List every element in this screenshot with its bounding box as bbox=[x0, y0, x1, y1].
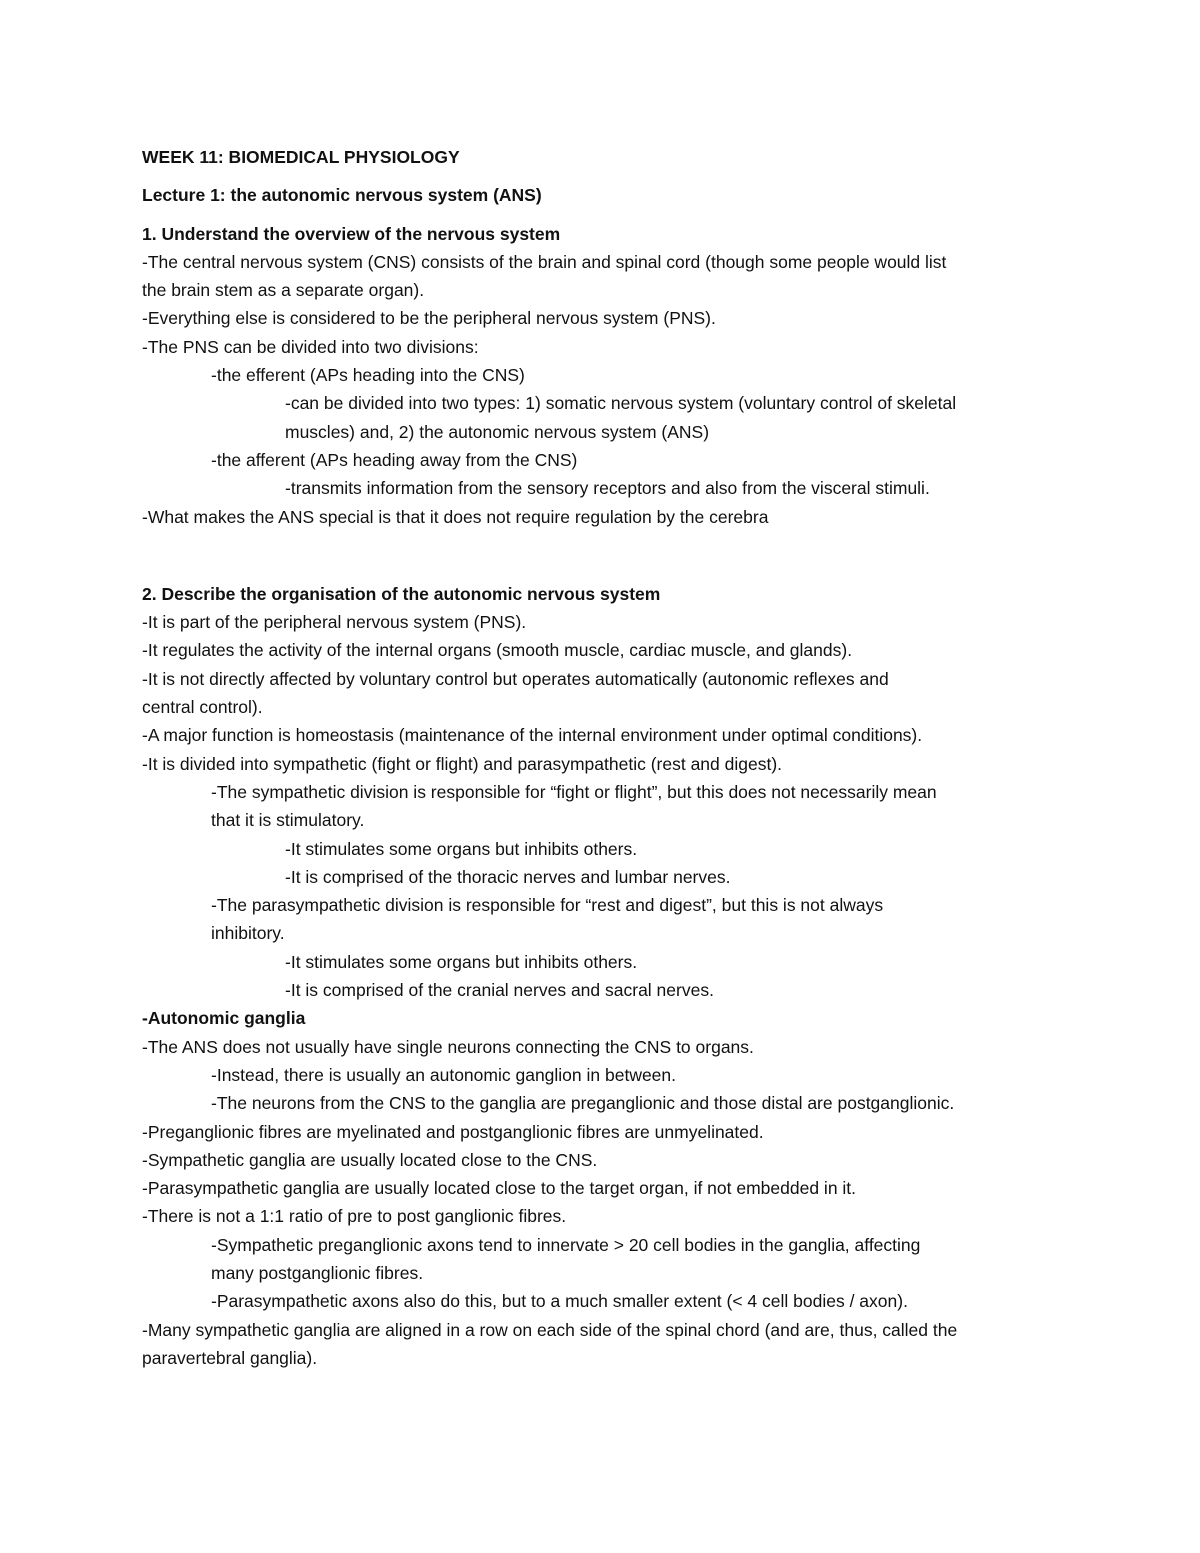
body-line: -the afferent (APs heading away from the CNS) bbox=[211, 449, 578, 470]
section-heading: 2. Describe the organisation of the autonomic nervous system bbox=[142, 583, 661, 604]
document-title: WEEK 11: BIOMEDICAL PHYSIOLOGY bbox=[142, 147, 460, 167]
body-line: -A major function is homeostasis (maintenance of the internal environment under optimal conditions). bbox=[142, 725, 923, 746]
body-line: -The ANS does not usually have single neurons connecting the CNS to organs. bbox=[142, 1036, 754, 1057]
body-line: -Sympathetic ganglia are usually located close to the CNS. bbox=[142, 1149, 598, 1170]
body-line: -The central nervous system (CNS) consists of the brain and spinal cord (though some people would list bbox=[142, 251, 947, 272]
body-line: -The PNS can be divided into two divisions: bbox=[142, 336, 479, 357]
body-line: -The neurons from the CNS to the ganglia are preganglionic and those distal are postganglionic. bbox=[211, 1093, 955, 1114]
body-line: the brain stem as a separate organ). bbox=[142, 280, 425, 301]
body-line: -Everything else is considered to be the peripheral nervous system (PNS). bbox=[142, 308, 716, 329]
body-line: -It is comprised of the cranial nerves and sacral nerves. bbox=[285, 980, 714, 1001]
body-line: -It is part of the peripheral nervous system (PNS). bbox=[142, 612, 527, 633]
body-line: paravertebral ganglia). bbox=[142, 1347, 318, 1368]
section-heading: 1. Understand the overview of the nervous system bbox=[142, 223, 561, 244]
body-line: muscles) and, 2) the autonomic nervous system (ANS) bbox=[285, 421, 710, 442]
body-line: -It is comprised of the thoracic nerves and lumbar nerves. bbox=[285, 866, 731, 887]
body-line: -Parasympathetic ganglia are usually located close to the target organ, if not embedded in it. bbox=[142, 1178, 857, 1199]
body-line: inhibitory. bbox=[211, 923, 285, 944]
body-line: -transmits information from the sensory receptors and also from the visceral stimuli. bbox=[285, 478, 930, 499]
body-line: -can be divided into two types: 1) somatic nervous system (voluntary control of skeletal bbox=[285, 393, 957, 414]
body-line: -the efferent (APs heading into the CNS) bbox=[211, 365, 525, 386]
body-line: that it is stimulatory. bbox=[211, 810, 365, 831]
body-line: central control). bbox=[142, 697, 263, 718]
spacer bbox=[142, 210, 1102, 220]
body-line: -Sympathetic preganglionic axons tend to innervate > 20 cell bodies in the ganglia, affecting bbox=[211, 1234, 921, 1255]
body-line: -The sympathetic division is responsible for “fight or flight”, but this does not necessarily mean bbox=[211, 781, 937, 802]
body-line: -It stimulates some organs but inhibits others. bbox=[285, 951, 638, 972]
spacer bbox=[142, 171, 1102, 181]
body-line: -Parasympathetic axons also do this, but to a much smaller extent (< 4 cell bodies / axon). bbox=[211, 1291, 908, 1312]
body-line: -It regulates the activity of the internal organs (smooth muscle, cardiac muscle, and glands). bbox=[142, 640, 853, 661]
body-line: -Many sympathetic ganglia are aligned in a row on each side of the spinal chord (and are, thus, called the bbox=[142, 1319, 958, 1340]
body-line: -Preganglionic fibres are myelinated and postganglionic fibres are unmyelinated. bbox=[142, 1121, 764, 1142]
document-body bbox=[142, 143, 1102, 1372]
lecture-title: Lecture 1: the autonomic nervous system (ANS) bbox=[142, 185, 542, 206]
body-line: -It stimulates some organs but inhibits others. bbox=[285, 838, 638, 859]
body-line: -It is divided into sympathetic (fight or flight) and parasympathetic (rest and digest). bbox=[142, 753, 783, 774]
spacer bbox=[142, 531, 1102, 580]
body-line: -Instead, there is usually an autonomic ganglion in between. bbox=[211, 1064, 677, 1085]
body-line: -There is not a 1:1 ratio of pre to post ganglionic fibres. bbox=[142, 1206, 567, 1227]
body-line: -The parasympathetic division is responsible for “rest and digest”, but this is not always bbox=[211, 895, 884, 916]
subsection-heading: -Autonomic ganglia bbox=[142, 1008, 306, 1029]
body-line: many postganglionic fibres. bbox=[211, 1262, 424, 1283]
body-line: -What makes the ANS special is that it does not require regulation by the cerebra bbox=[142, 506, 769, 527]
body-line: -It is not directly affected by voluntary control but operates automatically (autonomic reflexes and bbox=[142, 668, 889, 689]
